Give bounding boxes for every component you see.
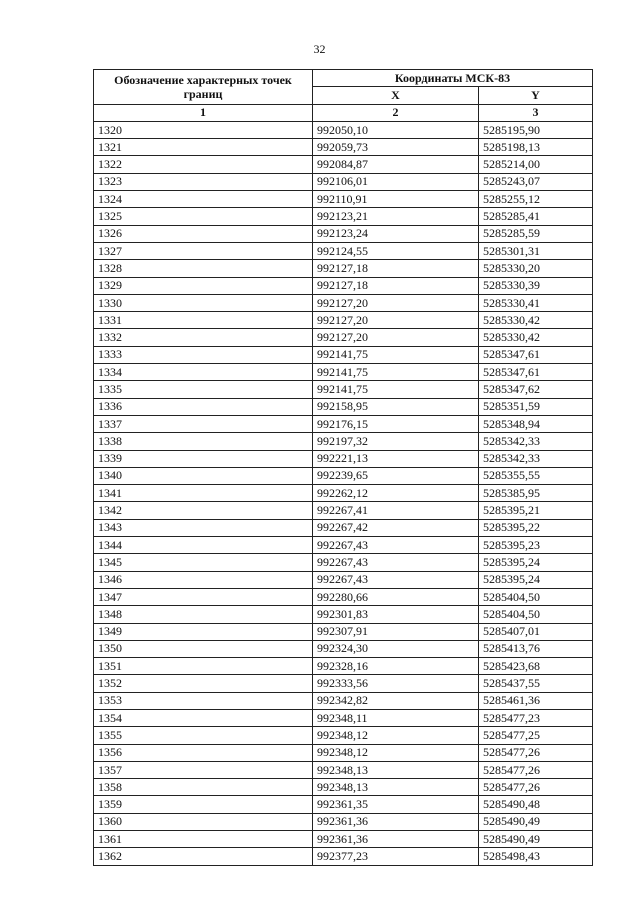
point-id-cell: 1362 (94, 848, 313, 865)
table-row (94, 727, 593, 744)
y-coordinate-cell: 5285195,90 (479, 121, 593, 138)
point-id-cell: 1336 (94, 398, 313, 415)
x-coordinate-cell: 992141,75 (313, 346, 479, 363)
y-coordinate-cell: 5285301,31 (479, 242, 593, 259)
y-coordinate-cell: 5285477,26 (479, 779, 593, 796)
y-coordinate-cell: 5285342,33 (479, 433, 593, 450)
point-id-cell: 1340 (94, 467, 313, 484)
table-row (94, 294, 593, 311)
y-coordinate-cell: 5285498,43 (479, 848, 593, 865)
x-coordinate-cell: 992348,13 (313, 761, 479, 778)
table-row (94, 208, 593, 225)
point-id-cell: 1346 (94, 571, 313, 588)
y-coordinate-cell: 5285255,12 (479, 191, 593, 208)
table-row (94, 415, 593, 432)
point-id-cell: 1354 (94, 709, 313, 726)
x-coordinate-cell: 992307,91 (313, 623, 479, 640)
x-coordinate-cell: 992127,18 (313, 277, 479, 294)
x-coordinate-cell: 992262,12 (313, 485, 479, 502)
point-id-cell: 1349 (94, 623, 313, 640)
table-row (94, 381, 593, 398)
y-coordinate-cell: 5285347,62 (479, 381, 593, 398)
table-row (94, 502, 593, 519)
table-row (94, 467, 593, 484)
page-number: 32 (313, 42, 326, 56)
table-row (94, 225, 593, 242)
x-coordinate-cell: 992084,87 (313, 156, 479, 173)
y-coordinate-cell: 5285330,42 (479, 329, 593, 346)
x-coordinate-cell: 992127,20 (313, 294, 479, 311)
table-row (94, 640, 593, 657)
point-id-cell: 1337 (94, 415, 313, 432)
y-coordinate-cell: 5285330,20 (479, 260, 593, 277)
table-row (94, 588, 593, 605)
x-coordinate-cell: 992361,36 (313, 813, 479, 830)
x-coordinate-cell: 992141,75 (313, 381, 479, 398)
x-coordinate-cell: 992267,43 (313, 571, 479, 588)
point-id-cell: 1329 (94, 277, 313, 294)
y-coordinate-cell: 5285347,61 (479, 346, 593, 363)
y-coordinate-cell: 5285490,48 (479, 796, 593, 813)
point-id-cell: 1322 (94, 156, 313, 173)
x-coordinate-cell: 992301,83 (313, 606, 479, 623)
x-coordinate-cell: 992127,20 (313, 312, 479, 329)
y-coordinate-cell: 5285395,23 (479, 537, 593, 554)
x-coordinate-cell: 992124,55 (313, 242, 479, 259)
y-coordinate-cell: 5285351,59 (479, 398, 593, 415)
x-coordinate-cell: 992176,15 (313, 415, 479, 432)
table-row (94, 796, 593, 813)
x-coordinate-cell: 992333,56 (313, 675, 479, 692)
point-id-cell: 1327 (94, 242, 313, 259)
y-coordinate-cell: 5285385,95 (479, 485, 593, 502)
header-coordinates: Координаты МСК-83 (313, 70, 593, 87)
x-coordinate-cell: 992267,43 (313, 537, 479, 554)
x-coordinate-cell: 992348,12 (313, 727, 479, 744)
point-id-cell: 1339 (94, 450, 313, 467)
point-id-cell: 1332 (94, 329, 313, 346)
point-id-cell: 1334 (94, 364, 313, 381)
point-id-cell: 1350 (94, 640, 313, 657)
point-id-cell: 1351 (94, 658, 313, 675)
y-coordinate-cell: 5285342,33 (479, 450, 593, 467)
y-coordinate-cell: 5285477,26 (479, 744, 593, 761)
header-col-number-3: 3 (479, 104, 593, 121)
x-coordinate-cell: 992267,43 (313, 554, 479, 571)
y-coordinate-cell: 5285330,41 (479, 294, 593, 311)
y-coordinate-cell: 5285404,50 (479, 588, 593, 605)
table-row (94, 242, 593, 259)
x-coordinate-cell: 992221,13 (313, 450, 479, 467)
table-row (94, 277, 593, 294)
table-row (94, 329, 593, 346)
point-id-cell: 1353 (94, 692, 313, 709)
y-coordinate-cell: 5285437,55 (479, 675, 593, 692)
table-row (94, 191, 593, 208)
header-point-designation: Обозначение характерных точек границ (94, 70, 313, 105)
table-row (94, 658, 593, 675)
point-id-cell: 1360 (94, 813, 313, 830)
y-coordinate-cell: 5285330,39 (479, 277, 593, 294)
x-coordinate-cell: 992141,75 (313, 364, 479, 381)
y-coordinate-cell: 5285285,59 (479, 225, 593, 242)
y-coordinate-cell: 5285347,61 (479, 364, 593, 381)
table-row (94, 709, 593, 726)
point-id-cell: 1324 (94, 191, 313, 208)
table-row (94, 848, 593, 865)
point-id-cell: 1361 (94, 831, 313, 848)
x-coordinate-cell: 992123,21 (313, 208, 479, 225)
table-row (94, 346, 593, 363)
point-id-cell: 1352 (94, 675, 313, 692)
y-coordinate-cell: 5285355,55 (479, 467, 593, 484)
x-coordinate-cell: 992239,65 (313, 467, 479, 484)
table-row (94, 173, 593, 190)
point-id-cell: 1323 (94, 173, 313, 190)
point-id-cell: 1330 (94, 294, 313, 311)
point-id-cell: 1335 (94, 381, 313, 398)
table-row (94, 554, 593, 571)
table-row (94, 121, 593, 138)
x-coordinate-cell: 992127,20 (313, 329, 479, 346)
table-row (94, 450, 593, 467)
point-id-cell: 1359 (94, 796, 313, 813)
point-id-cell: 1328 (94, 260, 313, 277)
y-coordinate-cell: 5285490,49 (479, 831, 593, 848)
table-row (94, 139, 593, 156)
point-id-cell: 1320 (94, 121, 313, 138)
table-row (94, 364, 593, 381)
point-id-cell: 1338 (94, 433, 313, 450)
y-coordinate-cell: 5285214,00 (479, 156, 593, 173)
y-coordinate-cell: 5285477,23 (479, 709, 593, 726)
point-id-cell: 1333 (94, 346, 313, 363)
table-row (94, 692, 593, 709)
header-col-number-1: 1 (94, 104, 313, 121)
point-id-cell: 1326 (94, 225, 313, 242)
x-coordinate-cell: 992348,13 (313, 779, 479, 796)
point-id-cell: 1357 (94, 761, 313, 778)
x-coordinate-cell: 992106,01 (313, 173, 479, 190)
x-coordinate-cell: 992361,35 (313, 796, 479, 813)
y-coordinate-cell: 5285198,13 (479, 139, 593, 156)
y-coordinate-cell: 5285285,41 (479, 208, 593, 225)
table-row (94, 813, 593, 830)
header-x: X (313, 87, 479, 104)
y-coordinate-cell: 5285461,36 (479, 692, 593, 709)
x-coordinate-cell: 992110,91 (313, 191, 479, 208)
table-row (94, 537, 593, 554)
y-coordinate-cell: 5285243,07 (479, 173, 593, 190)
table-row (94, 156, 593, 173)
point-id-cell: 1343 (94, 519, 313, 536)
x-coordinate-cell: 992158,95 (313, 398, 479, 415)
y-coordinate-cell: 5285395,21 (479, 502, 593, 519)
table-row (94, 623, 593, 640)
table-row (94, 744, 593, 761)
y-coordinate-cell: 5285477,25 (479, 727, 593, 744)
y-coordinate-cell: 5285423,68 (479, 658, 593, 675)
y-coordinate-cell: 5285413,76 (479, 640, 593, 657)
x-coordinate-cell: 992267,41 (313, 502, 479, 519)
x-coordinate-cell: 992342,82 (313, 692, 479, 709)
y-coordinate-cell: 5285348,94 (479, 415, 593, 432)
x-coordinate-cell: 992197,32 (313, 433, 479, 450)
y-coordinate-cell: 5285490,49 (479, 813, 593, 830)
x-coordinate-cell: 992050,10 (313, 121, 479, 138)
point-id-cell: 1347 (94, 588, 313, 605)
point-id-cell: 1341 (94, 485, 313, 502)
x-coordinate-cell: 992348,12 (313, 744, 479, 761)
x-coordinate-cell: 992377,23 (313, 848, 479, 865)
point-id-cell: 1356 (94, 744, 313, 761)
header-y: Y (479, 87, 593, 104)
x-coordinate-cell: 992324,30 (313, 640, 479, 657)
x-coordinate-cell: 992127,18 (313, 260, 479, 277)
x-coordinate-cell: 992059,73 (313, 139, 479, 156)
y-coordinate-cell: 5285407,01 (479, 623, 593, 640)
table-row (94, 675, 593, 692)
x-coordinate-cell: 992328,16 (313, 658, 479, 675)
table-row (94, 433, 593, 450)
point-id-cell: 1355 (94, 727, 313, 744)
point-id-cell: 1344 (94, 537, 313, 554)
point-id-cell: 1325 (94, 208, 313, 225)
y-coordinate-cell: 5285404,50 (479, 606, 593, 623)
table-row (94, 606, 593, 623)
point-id-cell: 1321 (94, 139, 313, 156)
table-row (94, 519, 593, 536)
point-id-cell: 1348 (94, 606, 313, 623)
x-coordinate-cell: 992123,24 (313, 225, 479, 242)
coordinates-table (93, 69, 593, 866)
point-id-cell: 1331 (94, 312, 313, 329)
table-row (94, 398, 593, 415)
point-id-cell: 1345 (94, 554, 313, 571)
x-coordinate-cell: 992348,11 (313, 709, 479, 726)
x-coordinate-cell: 992280,66 (313, 588, 479, 605)
y-coordinate-cell: 5285395,24 (479, 554, 593, 571)
table-row (94, 831, 593, 848)
table-row (94, 761, 593, 778)
table-header (94, 70, 593, 122)
table-row (94, 260, 593, 277)
point-id-cell: 1342 (94, 502, 313, 519)
point-id-cell: 1358 (94, 779, 313, 796)
y-coordinate-cell: 5285330,42 (479, 312, 593, 329)
table-row (94, 779, 593, 796)
y-coordinate-cell: 5285395,24 (479, 571, 593, 588)
x-coordinate-cell: 992361,36 (313, 831, 479, 848)
y-coordinate-cell: 5285395,22 (479, 519, 593, 536)
table-body (94, 121, 593, 865)
table-row (94, 485, 593, 502)
header-col-number-2: 2 (313, 104, 479, 121)
x-coordinate-cell: 992267,42 (313, 519, 479, 536)
table-row (94, 312, 593, 329)
y-coordinate-cell: 5285477,26 (479, 761, 593, 778)
table-row (94, 571, 593, 588)
